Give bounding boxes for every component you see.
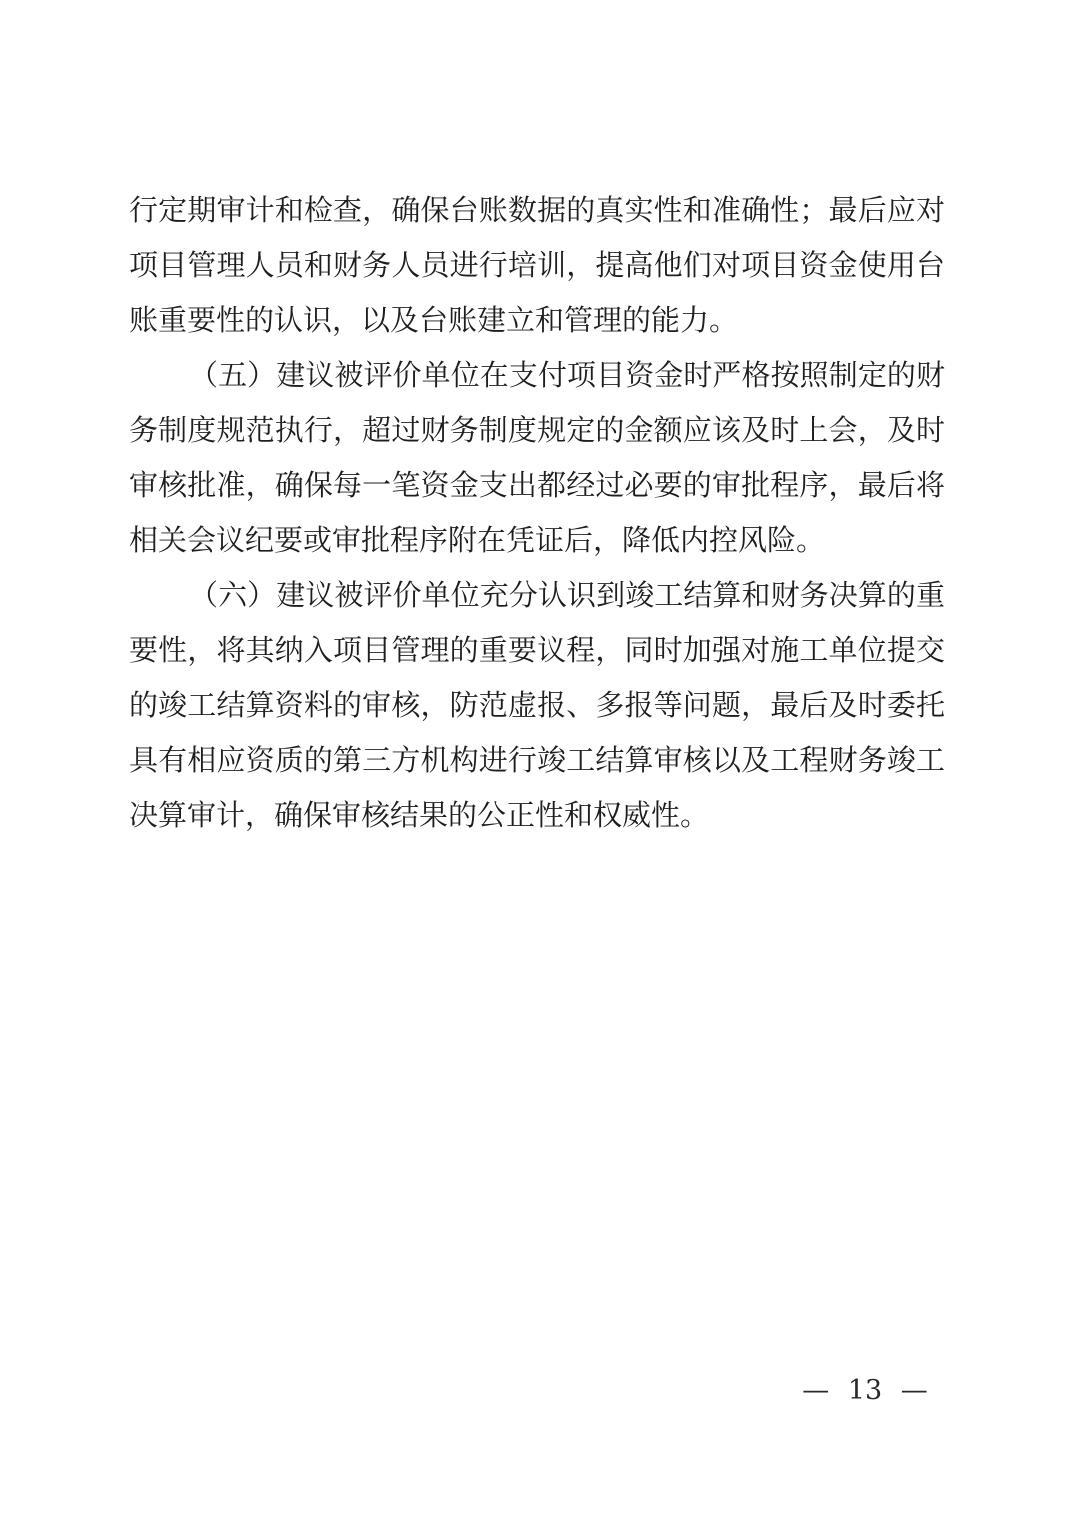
text-line: 务制度规范执行，超过财务制度规定的金额应该及时上会，及时 <box>129 413 945 447</box>
paragraph <box>129 348 945 568</box>
text-line: 行定期审计和检查，确保台账数据的真实性和准确性；最后应对 <box>129 193 945 227</box>
text-line: 要性，将其纳入项目管理的重要议程，同时加强对施工单位提交 <box>129 633 945 667</box>
text-line: 具有相应资质的第三方机构进行竣工结算审核以及工程财务竣工 <box>129 743 945 777</box>
text-line: （五）建议被评价单位在支付项目资金时严格按照制定的财 <box>189 358 945 392</box>
paragraph <box>129 568 945 843</box>
paragraph <box>129 183 945 348</box>
text-line: 项目管理人员和财务人员进行培训，提高他们对项目资金使用台 <box>129 248 945 282</box>
text-line: 决算审计，确保审核结果的公正性和权威性。 <box>129 798 710 832</box>
text-line: （六）建议被评价单位充分认识到竣工结算和财务决算的重 <box>189 578 945 612</box>
text-line: 审核批准，确保每一笔资金支出都经过必要的审批程序，最后将 <box>129 468 945 502</box>
text-line: 账重要性的认识，以及台账建立和管理的能力。 <box>129 303 739 337</box>
text-line: 相关会议纪要或审批程序附在凭证后，降低内控风险。 <box>129 523 826 557</box>
document-body <box>129 183 945 843</box>
page-footer <box>770 1374 960 1408</box>
text-line: 的竣工结算资料的审核，防范虚报、多报等问题，最后及时委托 <box>129 688 945 722</box>
page-number: — 13 — <box>802 1375 928 1406</box>
